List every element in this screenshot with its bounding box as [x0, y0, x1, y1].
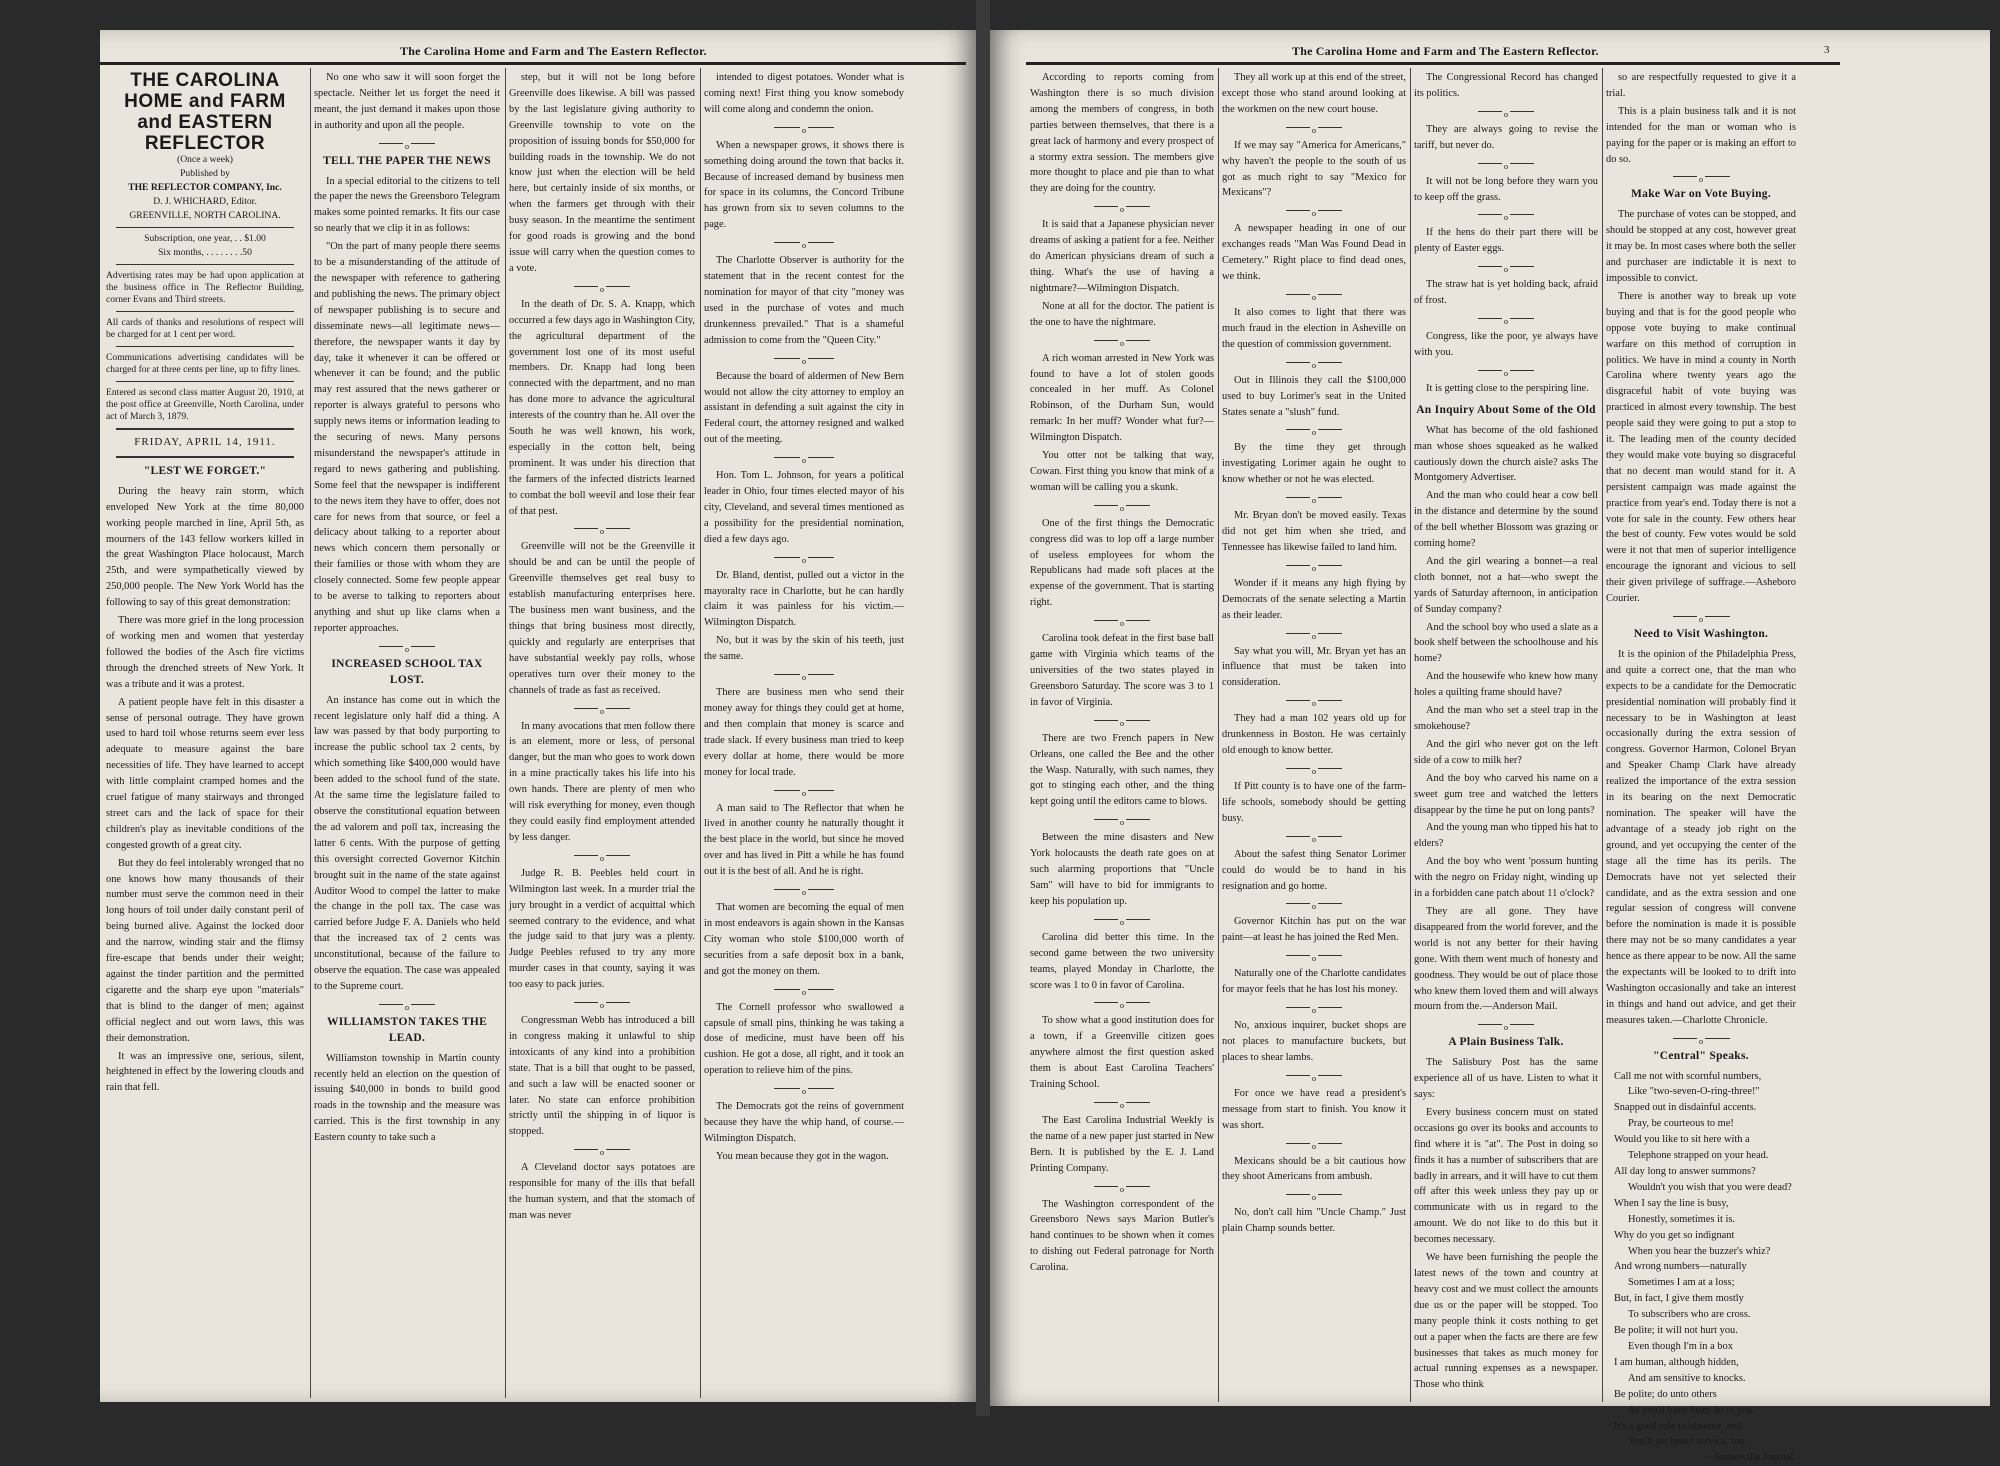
column-rule [700, 68, 701, 1398]
poem-line: Call me not with scornful numbers, [1614, 1070, 1762, 1082]
separator-ornament: o [1504, 368, 1508, 378]
article-paragraph: What has become of the old fashioned man whose shoes squeaked as he walked cautiously down the church aisle? asks The Montgomery Advertiser. [1414, 424, 1598, 484]
article-separator [704, 1084, 904, 1097]
separator-ornament: o [1312, 1006, 1316, 1016]
separator-ornament: o [1504, 317, 1508, 327]
article-paragraph: The Congressional Record has changed its politics. [1414, 72, 1598, 99]
article-separator [704, 123, 904, 135]
article-separator [1030, 915, 1214, 927]
article-paragraph: You otter not be talking that way, Cowan. First thing you know that mink of a woman will be calling you a skunk. [1030, 450, 1214, 493]
separator-ornament: o [405, 141, 409, 151]
separator-ornament: o [1699, 175, 1703, 185]
article-separator [314, 642, 500, 654]
poem-line: As you'd have them do to you. [1628, 1404, 1755, 1416]
article-separator [509, 282, 695, 294]
article-paragraph: The East Carolina Industrial Weekly is the name of a new paper just started in New Bern. It is published by the E. J. Land Printing Company. [1030, 1114, 1214, 1174]
article-paragraph: They are always going to revise the tariff, but never do. [1414, 123, 1598, 151]
separator-ornament: o [1120, 205, 1124, 215]
article-separator [1606, 612, 1796, 624]
article-separator [704, 885, 904, 898]
advertising-notice: Advertising rates may be had upon application at the business office in The Reflector Building, corner Evans and Third streets. [106, 270, 304, 305]
article-paragraph: It will not be long before they warn you to keep off the grass. [1414, 175, 1598, 203]
article-paragraph: About the safest thing Senator Lorimer could do would be to hand in his resignation and go home. [1222, 848, 1406, 892]
article-paragraph: The Salisbury Post has the same experience all of us have. Listen to what it says: [1414, 1057, 1598, 1101]
article-paragraph: We have been furnishing the people the latest news of the town and country at heavy cost and we must collect the amounts due us or the paper will be stopped. Too many people think it costs nothing to get out a paper when the facts are there are few businesses that takes as much money for actual running expenses as a newspaper. Those who think [1414, 1252, 1598, 1391]
separator-ornament: o [1312, 954, 1316, 964]
separator-ornament: o [1699, 1036, 1703, 1046]
separator-ornament: o [1120, 917, 1124, 927]
article-separator [1222, 899, 1406, 912]
article-paragraph: For once we have read a president's message from start to finish. You know it was short. [1222, 1087, 1406, 1131]
article-paragraph: A Cleveland doctor says potatoes are responsible for many of the ills that befall the human system, and that the stomach of man was never [509, 1162, 695, 1221]
article-separator [1222, 696, 1406, 709]
subscription-year: Subscription, one year, . . $1.00 [144, 233, 266, 244]
header-rule [100, 62, 966, 65]
separator-ornament: o [600, 1001, 604, 1011]
article-separator [1222, 425, 1406, 438]
article-credit: —Somerville Journal. [1704, 1452, 1796, 1464]
article-paragraph: The straw hat is yet holding back, afraid of frost. [1414, 279, 1598, 307]
article-paragraph: And the girl who never got on the left side of a cow to milk her? [1414, 738, 1598, 766]
article-headline: TELL THE PAPER THE NEWS [323, 154, 491, 167]
poem-line: Telephone strapped on your head. [1628, 1150, 1769, 1162]
separator-ornament: o [802, 555, 806, 565]
article-paragraph: Judge R. B. Peebles held court in Wilmington last week. In a murder trial the jury brought in a verdict of acquittal which seemed contrary to the evidence, and what the judge said to that jury was a plenty. Judge Peebles refused to try any more murder cases in that county, saying it was too easy to pack juries. [509, 867, 695, 991]
separator-ornament: o [802, 456, 806, 466]
communications-notice: Communications advertising candidates will be charged for at three cents per line, up to fifty lines. [106, 352, 304, 375]
subscription-six-months: Six months, . . . . . . . .50 [158, 247, 252, 258]
separator-ornament: o [1120, 718, 1124, 728]
article-separator [509, 1145, 695, 1158]
issue-date: FRIDAY, APRIL 14, 1911. [134, 436, 276, 448]
right-column-4 [1606, 70, 1796, 1464]
article-paragraph: There was more grief in the long procession of working men and women that yesterday followed the bodies of the Asch fire victims through the drenched streets of New York. It was a tribute and it was a protest. [106, 615, 304, 690]
article-paragraph: It is the opinion of the Philadelphia Press, and quite a correct one, that the man who expects to be a candidate for the Democratic presidential nomination will probably find it necessary to be in Washington at least occasionally during the extra session of congress. Governor Harmon, Colonel Bryan and Speaker Champ Clark have already realized the importance of the extra session in its bearing on the next Democratic nomination. The speaker will have the advantage of a steady job right on the ground, and yet occupying the center of the stage all the time has its perils. The Democrats have not yet selected their candidate, and as the extra session and one regular session of congress will convene before the nomination is made it is possible there may not be so many candidates a year hence as there appear to be now. All the same the expectants will be looked to to drift into Washington occasionally and take an interest in things and hand out advice, and get their measures taken.—Charlotte Chronicle. [1606, 648, 1796, 1026]
article-paragraph: intended to digest potatoes. Wonder what is coming next! First thing you know somebody will come along and condemn the onion. [704, 72, 904, 115]
separator-ornament: o [1312, 125, 1316, 135]
article-paragraph: That women are becoming the equal of men in most endeavors is again shown in the Kansas City woman who stole $100,000 worth of securities from a safe deposit box in a bank, and got the money on them. [704, 902, 904, 977]
article-separator [1414, 366, 1598, 378]
article-separator [1030, 998, 1214, 1011]
poem-line: Sometimes I am at a loss; [1628, 1277, 1735, 1289]
article-paragraph: When a newspaper grows, it shows there is something doing around the town that backs it. Because of increased demand by business men for space in its columns, the Concord Tribune has grown from six to seven columns to the page. [704, 139, 904, 231]
separator-ornament: o [1699, 615, 1703, 624]
article-paragraph: They are all gone. They have disappeared from the world forever, and the world is not any better for their having gone. With them went much of honesty and goodness. They would be out of place those who knew them loved them and will always mourn from the.—Anderson Mail. [1414, 905, 1598, 1013]
article-separator [1414, 1020, 1598, 1033]
article-paragraph: A rich woman arrested in New York was found to have a lot of stolen goods concealed in her muff. As Colonel Robinson, of the Durham Sun, would remark: In her muff? Wonder what fur?—Wilmington Dispatch. [1030, 352, 1214, 444]
article-headline: A Plain Business Talk. [1448, 1036, 1564, 1049]
article-paragraph: And the young man who tipped his hat to elders? [1414, 822, 1599, 850]
article-paragraph: If Pitt county is to have one of the farm-life schools, somebody should be getting busy. [1222, 781, 1406, 824]
column-rule [1602, 68, 1603, 1402]
right-column-2 [1222, 70, 1406, 1402]
article-paragraph: Every business concern must on stated occasions go over its books and accounts to find where it is "at". The Post in doing so finds it has a number of subscribers that are badly in arrears, and it will have to cut them off after this week unless they pay up or communicate with us in regard to the amount. We do not like to do this but it becomes necessary. [1414, 1106, 1598, 1246]
article-paragraph: so are respectfully requested to give it a trial. [1606, 72, 1796, 99]
masthead-title: THE CAROLINA HOME and FARM and EASTERN REFLECTOR [124, 70, 286, 154]
poem-line: And wrong numbers—naturally [1614, 1261, 1747, 1273]
poem-line: Like "two-seven-O-ring-three!" [1628, 1086, 1760, 1098]
poem-line: I am human, although hidden, [1614, 1356, 1739, 1368]
article-separator [1222, 1071, 1406, 1083]
article-separator [1606, 172, 1796, 185]
separator-ornament: o [1312, 902, 1316, 912]
masthead-divider [116, 428, 294, 430]
article-paragraph: You mean because they got in the wagon. [716, 1150, 889, 1162]
article-paragraph: According to reports coming from Washington there is so much division among the members of congress, in both parties between themselves, that there is a great lack of harmony and every prospect of a stormy extra session. The members give more thought to place and pie than to what they are doing for the country. [1030, 72, 1214, 195]
masthead-frequency: (Once a week) [177, 154, 233, 165]
article-separator [1414, 314, 1598, 327]
separator-ornament: o [1504, 109, 1508, 119]
article-paragraph: There are business men who send their money away for things they could get at home, and then complain that money is scarce and trade slack. If every business man tried to keep every dollar at home, there would be more money for local trade. [704, 687, 904, 778]
poem-line: You'll get better service, too. [1628, 1436, 1748, 1448]
article-paragraph: There are two French papers in New Orleans, one called the Bee and the other the Wasp. Naturally, with such names, they got to stinging each other, and the thing kept going until the editors came to blows. [1030, 732, 1214, 808]
separator-ornament: o [600, 853, 604, 863]
article-paragraph: During the heavy rain storm, which enveloped New York at the time 80,000 working people marched in line, April 5th, as mourners of the 143 fellow workers killed in the great Washington Place holocaust, March 25th, and were sympathetically viewed by 250,000 people. The New York World has the following to say of this great demonstration: [106, 485, 304, 609]
article-paragraph: Out in Illinois they call the $100,000 used to buy Lorimer's seat in the United States senate a "slush" fund. [1222, 374, 1406, 418]
article-paragraph: step, but it will not be long before Greenville does likewise. A bill was passed by the last legislature giving authority to Greenville township to vote on the proposition of issuing bonds for $50,000 for building roads in the township. We do not know just when the election will be held here, but certainly inside of six months, or when the farmers get through with their busy season. In the meantime the sentiment for good roads is growing and the bond issue will carry when the question comes to a vote. [509, 72, 695, 274]
separator-ornament: o [1120, 503, 1124, 513]
right-running-header: The Carolina Home and Farm and The Eastern Reflector. [1292, 44, 1599, 58]
column-rule [505, 68, 506, 1398]
separator-ornament: o [1312, 292, 1316, 302]
entered-notice: Entered as second class matter August 20, 1910, at the post office at Greenville, North Carolina, under act of March 3, 1879. [106, 387, 304, 422]
article-paragraph: And the man who set a steel trap in the smokehouse? [1414, 705, 1598, 732]
left-running-header: The Carolina Home and Farm and The Eastern Reflector. [400, 44, 707, 58]
article-paragraph: The Cornell professor who swallowed a capsule of small pins, thinking he was taking a dose of medicine, must have been off his cushion. He got a dose, all right, and it took an operation to relieve him of the pins. [704, 1001, 904, 1077]
article-separator [1222, 1003, 1406, 1016]
article-separator [704, 985, 904, 997]
article-separator [1030, 716, 1214, 728]
article-paragraph: They had a man 102 years old up for drunkenness in Boston. He was certainly old enough to know better. [1222, 713, 1406, 757]
article-separator [1222, 832, 1406, 844]
separator-ornament: o [802, 788, 806, 798]
separator-ornament: o [1120, 1001, 1124, 1011]
article-paragraph: If we may say "America for Americans," why haven't the people to the south of us got as much right to say "Mexico for Mexicans"? [1222, 139, 1406, 199]
article-paragraph: Williamston township in Martin county recently held an election on the question of issuing $40,000 in bonds to build good roads in the township and the measure was carried. This is the first township in any Eastern county to take such a [314, 1052, 500, 1144]
page-number: 3 [1824, 44, 1830, 56]
article-paragraph: And the boy who went 'possum hunting with the negro on Friday night, winding up in a forbidden cane patch about 11 o'clock? [1414, 856, 1598, 900]
article-separator [1222, 206, 1406, 219]
article-headline: Make War on Vote Buying. [1630, 188, 1771, 201]
article-paragraph: Because the board of aldermen of New Bern would not allow the city attorney to employ an assistant in defending a suit against the city in Federal court, the attorney resigned and walked out of the meeting. [704, 370, 904, 446]
separator-ornament: o [802, 125, 806, 135]
article-paragraph: There is another way to break up vote buying and that is for the good people who oppose vote buying to make continual warfare on this method of corruption in politics. We have in mind a county in North Carolina where twenty years ago the disgraceful habit of vote buying was practiced in almost every township. The best people said they were going to put a stop to it. The leading men of the county decided they would make vote buying so disgraceful that no decent man would stand for it. A persistent campaign was made against the practice from year's end. Today there is not a vote for sale in the county. Few others hear the best of county. Few votes would be sold were it not that men of superior intelligence encourage the ignorant and vicious to sell their given privilege of suffrage.—Asheboro Courier. [1606, 290, 1796, 605]
poem-line: Honestly, sometimes it is. [1628, 1213, 1735, 1225]
article-paragraph: A newspaper heading in one of our exchanges reads "Man Was Found Dead in Cemetery." Right place to find dead ones, we think. [1222, 223, 1406, 283]
separator-ornament: o [600, 284, 604, 294]
article-paragraph: And the man who could hear a cow bell in the distance and determine by the sound of the bell whether Blossom was grazing or coming home? [1414, 490, 1598, 550]
poem-line: Even though I'm in a box [1628, 1340, 1733, 1352]
article-paragraph: The Washington correspondent of the Greensboro News says Marion Butler's hand continues to be shown when it comes to dishing out Federal patronage for North Carolina. [1030, 1198, 1214, 1274]
separator-ornament: o [802, 888, 806, 898]
separator-ornament: o [1312, 563, 1316, 573]
separator-ornament: o [1504, 1023, 1508, 1033]
article-paragraph: Say what you will, Mr. Bryan yet has an influence that must be taken into consideration. [1222, 645, 1406, 689]
article-paragraph: No, but it was by the skin of his teeth, just the same. [704, 635, 904, 663]
separator-ornament: o [1312, 428, 1316, 438]
right-column-1 [1030, 70, 1214, 1402]
separator-ornament: o [1120, 619, 1124, 629]
column-rule [1410, 68, 1411, 1402]
poem-line: Be polite; it will not hurt you. [1614, 1325, 1738, 1337]
masthead-divider [116, 381, 294, 382]
separator-ornament: o [1504, 161, 1508, 171]
article-separator [1222, 764, 1406, 776]
article-paragraph: And the girl wearing a bonnet—a real cloth bonnet, not a hat—who swept the yards of Saturday afternoon, in anticipation of Sunday company? [1414, 555, 1598, 615]
article-headline: INCREASED SCHOOL TAX LOST. [331, 657, 483, 686]
article-paragraph: In the death of Dr. S. A. Knapp, which occurred a few days ago in Washington City, the agricultural department of the government lost one of its most useful members. Dr. Knapp had long been connected with the department, and no man has done more to advance the agricultural interests of the country than he. All over the South he was well known, his work, especially in the cotton belt, being prominent. It was under his direction that the farmers of the infected districts learned to combat the boll weevil and lose their fear of that pest. [509, 298, 695, 517]
article-paragraph: Between the mine disasters and New York holocausts the death rate goes on at such alarming proportions that "Uncle Sam" will have to bid for immigrants to keep his population up. [1030, 832, 1214, 907]
article-headline: Need to Visit Washington. [1633, 628, 1769, 640]
separator-ornament: o [1504, 265, 1508, 275]
article-paragraph: And the school boy who used a slate as a book shelf between the schoolhouse and his home? [1414, 621, 1598, 665]
article-paragraph: The Democrats got the reins of government because they have the whip hand, of course.—Wilmington Dispatch. [704, 1101, 904, 1144]
separator-ornament: o [1312, 1141, 1316, 1151]
poem-line: Why do you get so indignant [1614, 1229, 1735, 1241]
poem-line: But, in fact, I give them mostly [1614, 1293, 1744, 1305]
article-paragraph: A patient people have felt in this disaster a sense of personal outrage. They have grown used to hard toil whose returns seem ever less adequate to measure against the bare necessities of life. They have learned to accept with little complaint cramped homes and the cruel fatigue of many stairways and thronged street cars and the lack of space for their children's play as inevitable conditions of the congested growth of a great city. [106, 696, 304, 851]
book-spine [976, 0, 990, 1416]
column-rule [1218, 68, 1219, 1402]
article-separator [704, 786, 904, 798]
left-column-4 [704, 70, 904, 1398]
article-paragraph: The purchase of votes can be stopped, and should be stopped at any cost, however great it may be. In most cases where both the seller and purchaser are indictable it is next to impossible to convict. [1606, 209, 1796, 284]
separator-ornament: o [1312, 496, 1316, 506]
separator-ornament: o [405, 1002, 409, 1012]
article-paragraph: Congress, like the poor, ye always have with you. [1414, 331, 1598, 358]
separator-ornament: o [802, 1087, 806, 1097]
separator-ornament: o [802, 241, 806, 251]
separator-ornament: o [802, 356, 806, 366]
article-paragraph: Naturally one of the Charlotte candidates for mayor feels that he has lost his money. [1222, 968, 1406, 996]
article-separator [1030, 815, 1214, 828]
separator-ornament: o [802, 673, 806, 683]
article-separator [1414, 107, 1598, 119]
right-page [990, 30, 1990, 1464]
article-separator [509, 524, 695, 537]
article-paragraph: And the housewife who knew how many holes a quilting frame should have? [1414, 671, 1598, 699]
article-paragraph: It is getting close to the perspiring line. [1426, 382, 1589, 394]
article-paragraph: In many avocations that men follow there is an element, more or less, of personal danger, but the man who goes to work down in a mine practically takes his life into his own hands. There are plenty of men who will risk everything for money, even though they could easily find employment attended by less danger. [509, 720, 695, 843]
separator-ornament: o [1312, 209, 1316, 219]
masthead-published-by: Published by [180, 168, 230, 179]
article-headline: WILLIAMSTON TAKES THE LEAD. [326, 1015, 488, 1044]
article-paragraph: Greenville will not be the Greenville it should be and can be until the people of Greenville themselves get real busy to establish manufacturing enterprises here. The business men want business, and the things that bring business most directly, quickly and regularly are enterprises that have substantial weekly pay rolls, whose operatives turn over their money to the channels of trade as fast as received. [509, 541, 695, 696]
poem-line: Would you like to sit here with a [1614, 1134, 1750, 1146]
article-paragraph: No, anxious inquirer, bucket shops are not places to manufacture buckets, but places to shear lambs. [1222, 1020, 1406, 1063]
article-paragraph: To show what a good institution does for a town, if a Greenville citizen goes anywhere almost the first question asked them is about East Carolina Teachers' Training School. [1030, 1015, 1214, 1091]
poem-line: When I say the line is busy, [1614, 1197, 1729, 1209]
separator-ornament: o [1120, 338, 1124, 348]
poem [1606, 1069, 1796, 1451]
separator-ornament: o [1120, 1100, 1124, 1110]
article-paragraph: "On the part of many people there seems to be a misunderstanding of the attitude of the newspaper with reference to gathering and publishing the news. The primary object of newspaper publishing is to secure and disseminate news—all legitimate news—therefore, the newspaper wants it day by day, take it whenever it can be offered or whenever it can be found; and the public may rest assured that the news gatherer or reporter is always grateful to persons who supply news items or information leading to the securing of news. Many persons misunderstand the newspaper's attitude in regard to news gathering and publishing. Some feel that the newspaper is indifferent to the news item they have to offer, does not care for news from that source, or feel a delicacy about talking to a reporter about news which concern them personally or their families or those with whom they are closely connected. Some few people appear to be averse to talking to reporters about anything and shut up like clams when a reporter approaches. [314, 241, 500, 634]
article-separator [1222, 629, 1406, 641]
poem-line: Wouldn't you wish that you were dead? [1628, 1181, 1792, 1193]
poem-line: Be polite; do unto others [1614, 1388, 1717, 1400]
article-separator [1222, 951, 1406, 964]
article-separator [1222, 561, 1406, 573]
article-separator [1030, 202, 1214, 215]
article-paragraph: A man said to The Reflector that when he lived in another county he naturally thought it the best place in the world, but since he moved over and has lived in Pitt a while he has found out it is the best of all. And he is right. [704, 802, 904, 878]
masthead-place: GREENVILLE, NORTH CAROLINA. [129, 210, 281, 221]
article-separator [1030, 1098, 1214, 1110]
poem-line: When you hear the buzzer's whiz? [1628, 1245, 1771, 1257]
article-paragraph: An instance has come out in which the recent legislature only half did a thing. A law was passed by that body purporting to increase the public school tax 2 cents, by which something like $400,000 would have been added to the school fund of the state. At the same time the legislature failed to observe the constitutional equation between the ad valorem and poll tax, increasing the latter 6 cents. With the purpose of getting this oversight corrected Governor Kitchin brought suit in the name of the state against Auditor Wood to compel the latter to make the change in the poll tax. The case was carried before Judge F. A. Daniels who held that the increased tax of 2 cents was unconstitutional, because of the failure to observe the equation. The case was appealed to the Supreme court. [314, 694, 500, 992]
separator-ornament: o [1312, 631, 1316, 641]
article-paragraph: They all work up at this end of the street, except those who stand around looking at the workmen on the new court house. [1222, 72, 1406, 115]
separator-ornament: o [1312, 699, 1316, 709]
article-paragraph: By the time they get through investigating Lorimer again he ought to know whether or not he was elected. [1222, 442, 1406, 486]
article-paragraph: It also comes to light that there was much fraud in the election in Asheville on the question of commission government. [1222, 306, 1406, 350]
article-paragraph: None at all for the doctor. The patient is the one to have the nightmare. [1030, 300, 1214, 328]
article-paragraph: Hon. Tom L. Johnson, for years a political leader in Ohio, four times elected mayor of his city, Cleveland, and several times mentioned as a possibility for the presidential nomination, died a few days ago. [704, 470, 904, 545]
article-separator [509, 851, 695, 863]
article-headline: "Central" Speaks. [1653, 1049, 1749, 1062]
poem-line: All day long to answer summons? [1614, 1166, 1756, 1177]
poem-line: And am sensitive to knocks. [1628, 1372, 1746, 1384]
separator-ornament: o [1312, 1073, 1316, 1083]
separator-ornament: o [1312, 1193, 1316, 1203]
article-separator [1414, 262, 1598, 275]
separator-ornament: o [600, 706, 604, 716]
article-paragraph: It is said that a Japanese physician never dreams of asking a patient for a fee. Neither do American physicians dream of such a thing. What's the use of having a nightmare?—Wilmington Dispatch. [1030, 219, 1214, 294]
article-paragraph: This is a plain business talk and it is not intended for the man or woman who is paying for the paper or is making an effort to do so. [1606, 105, 1796, 165]
poem-line: It's a good rule to observe, and [1614, 1420, 1742, 1432]
separator-ornament: o [1312, 767, 1316, 776]
article-paragraph: Wonder if it means any high flying by Democrats of the senate selecting a Martin as their leader. [1222, 577, 1406, 621]
poem-line: Pray, be courteous to me! [1628, 1118, 1734, 1130]
article-paragraph: It was an impressive one, serious, silent, heightened in effect by the lowering clouds and rain that fell. [106, 1050, 304, 1094]
separator-ornament: o [405, 644, 409, 654]
article-separator [1030, 336, 1214, 348]
separator-ornament: o [600, 1148, 604, 1158]
article-separator [1222, 123, 1406, 135]
article-separator [704, 238, 904, 251]
article-separator [1414, 159, 1598, 171]
article-separator [1030, 1182, 1214, 1194]
article-separator [1222, 290, 1406, 302]
article-paragraph: Carolina did better this time. In the second game between the two university teams, played Monday in Charlotte, the score was 1 to 0 in favor of Carolina. [1030, 931, 1214, 991]
article-separator [704, 670, 904, 683]
separator-ornament: o [1120, 818, 1124, 828]
left-column-3 [509, 70, 695, 1398]
article-separator [1222, 1190, 1406, 1203]
article-separator [704, 553, 904, 565]
article-paragraph: And the boy who carved his name on a sweet gum tree and watched the letters disappear by the time he put on long pants? [1414, 772, 1598, 816]
article-headline: "LEST WE FORGET." [143, 464, 267, 477]
column-rule [310, 68, 311, 1398]
article-paragraph: One of the first things the Democratic congress did was to lop off a large number of useless employees for whom the Republicans had made soft places at the expense of the government. That is starting right. [1030, 517, 1214, 609]
article-paragraph: If the hens do their part there will be plenty of Easter eggs. [1414, 227, 1598, 255]
masthead-editor: D. J. WHICHARD, Editor. [153, 196, 257, 207]
poem-line: To subscribers who are cross. [1628, 1309, 1751, 1321]
separator-ornament: o [600, 527, 604, 537]
article-paragraph: Congressman Webb has introduced a bill in congress making it unlawful to ship intoxicants of any kind into a prohibition state. That is a bill that ought to be passed, and such a law will be enacted sooner or later. No state can enforce prohibition strictly until the shipping in of liquor is stopped. [509, 1015, 695, 1138]
masthead-divider [116, 456, 294, 458]
article-separator [1606, 1034, 1796, 1046]
poem-line: Snapped out in disdainful accents. [1614, 1102, 1757, 1114]
article-separator [1222, 493, 1406, 506]
article-headline: An Inquiry About Some of the Old [1416, 403, 1596, 416]
article-paragraph: The Charlotte Observer is authority for the statement that in the recent contest for the nomination for mayor of that city "money was used in the purchase of votes and much drunkenness prevailed." That is a shameful admission to come from the "Queen City." [704, 255, 904, 346]
separator-ornament: o [1120, 1184, 1124, 1194]
header-rule [1026, 62, 1840, 65]
separator-ornament: o [1504, 213, 1508, 223]
article-paragraph: In a special editorial to the citizens to tell the paper the news the Greensboro Telegram makes some pointed remarks. It fits our case so nearly that we clip it in as follows: [314, 175, 500, 235]
left-page [100, 30, 976, 1402]
article-separator [704, 354, 904, 366]
article-separator [1222, 358, 1406, 370]
left-column-1 [106, 70, 304, 1398]
separator-ornament: o [802, 987, 806, 997]
masthead-divider [116, 264, 294, 265]
article-separator [1222, 1139, 1406, 1151]
article-separator [1030, 501, 1214, 513]
cards-notice: All cards of thanks and resolutions of respect will be charged for at 1 cent per word. [106, 317, 304, 340]
masthead [106, 70, 304, 458]
separator-ornament: o [1312, 834, 1316, 844]
article-paragraph: Mexicans should be a bit cautious how they shoot Americans from ambush. [1222, 1155, 1406, 1183]
article-separator [314, 1000, 500, 1012]
article-separator [704, 453, 904, 466]
article-separator [314, 139, 500, 151]
left-column-1-articles [106, 464, 304, 1096]
right-column-3 [1414, 70, 1598, 1402]
masthead-divider [116, 311, 294, 312]
article-paragraph: No one who saw it will soon forget the spectacle. Neither let us forget the need it meant, the just demand it makes upon those in authority and upon all the people. [314, 72, 500, 131]
left-column-2 [314, 70, 500, 1398]
separator-ornament: o [1312, 360, 1316, 370]
article-separator [1030, 616, 1214, 629]
article-paragraph: No, don't call him "Uncle Champ." Just plain Champ sounds better. [1222, 1207, 1406, 1235]
masthead-divider [116, 346, 294, 347]
article-separator [509, 704, 695, 716]
masthead-divider [116, 227, 294, 228]
article-separator [1414, 210, 1598, 223]
article-separator [509, 998, 695, 1011]
article-paragraph: Carolina took defeat in the first base ball game with Virginia which teams of the universities of the two states played in Greensboro Saturday. The score was 3 to 1 in favor of Virginia. [1030, 633, 1214, 708]
article-paragraph: Mr. Bryan don't be moved easily. Texas did not get him when she tried, and Tennessee has likewise failed to land him. [1222, 510, 1406, 553]
article-paragraph: Governor Kitchin has put on the war paint—at least he has joined the Red Men. [1222, 916, 1406, 944]
masthead-company: THE REFLECTOR COMPANY, Inc. [128, 182, 282, 193]
article-paragraph: Dr. Bland, dentist, pulled out a victor in the mayoralty race in Charlotte, but he can hardly claim it was painless for his victim.—Wilmington Dispatch. [704, 569, 904, 629]
article-paragraph: But they do feel intolerably wronged that no one knows how many thousands of their number must serve the common need in their long hours of toil under daily constant peril of being burned alive. Against the locked door and the narrow, winding stair and the flimsy fire-escape that bends under their weight; against the tinder partition and the permitted cigarette and the sharp eye upon "materials" that is blind to the danger of men; against official neglect and out worn laws, this was their demonstration. [106, 857, 304, 1044]
